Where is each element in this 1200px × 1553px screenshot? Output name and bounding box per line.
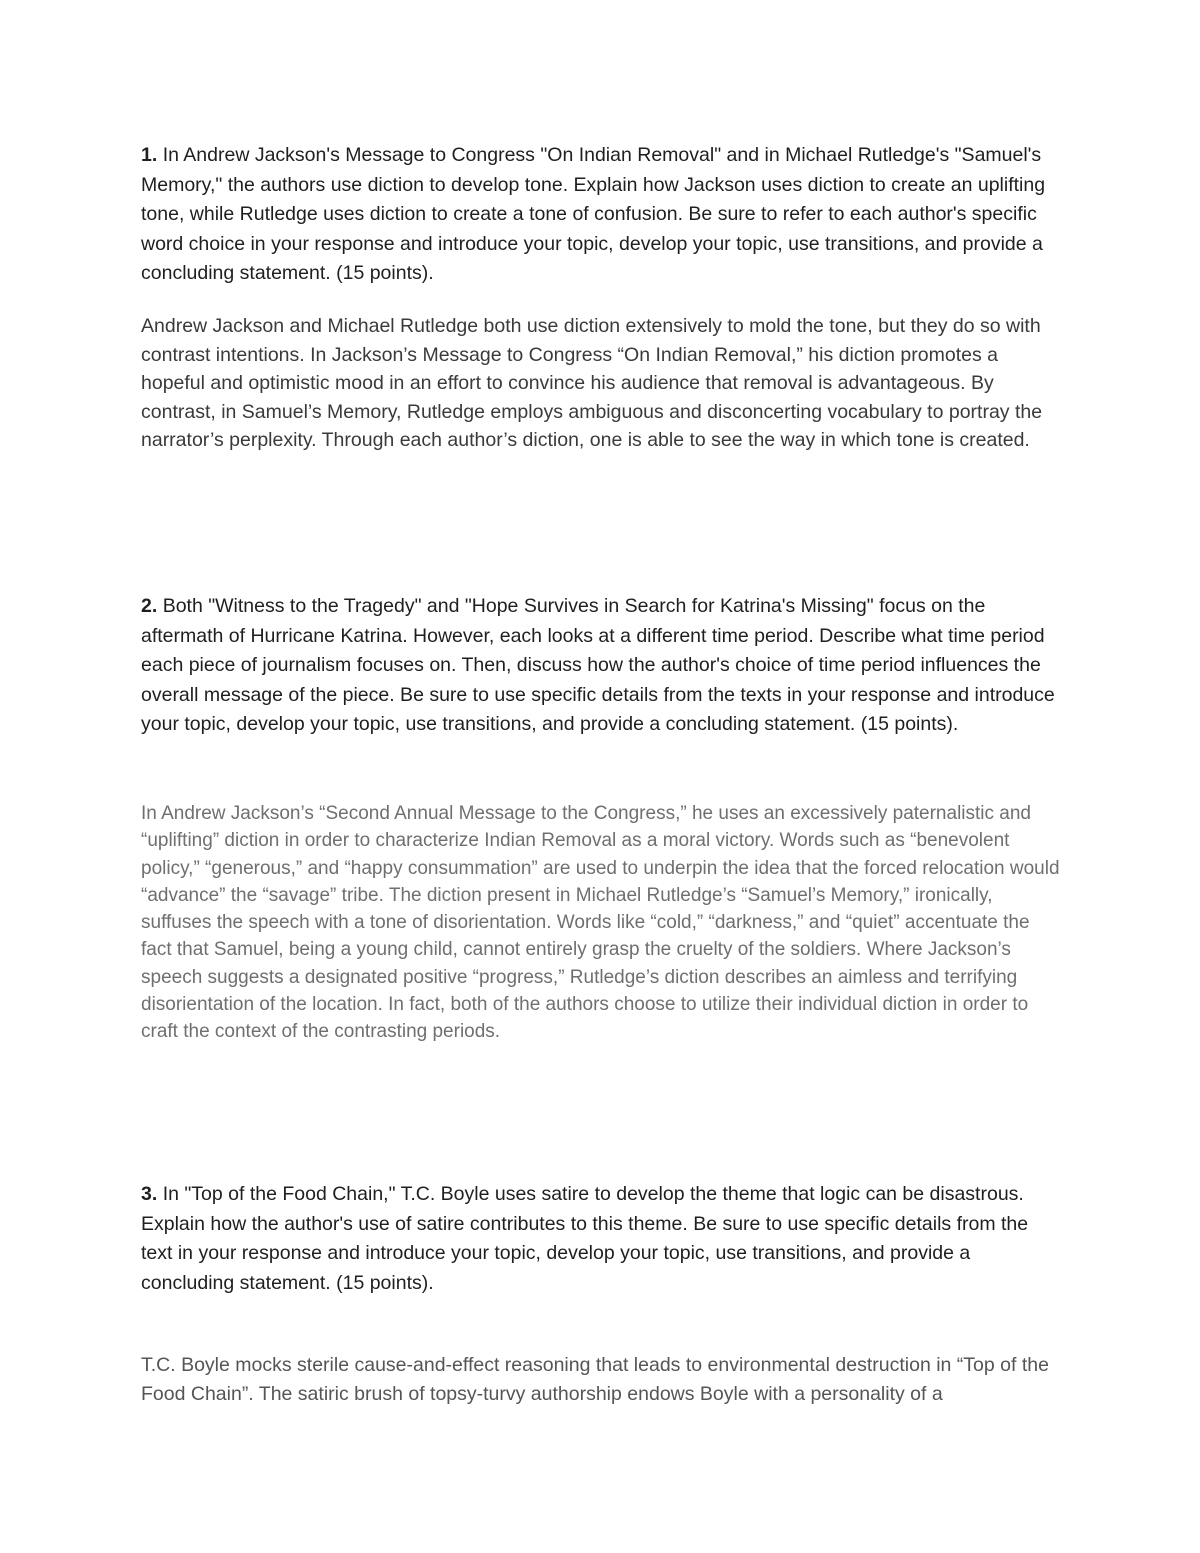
question-3 [141,1180,1061,1298]
question-prompt: Both "Witness to the Tragedy" and "Hope Survives in Search for Katrina's Missing" focus on the aftermath of Hurricane Katrina. However, each looks at a different time period. Describe what time period each piece of journalism focuses on. Then, discuss how the author's choice of time period influences the overall message of the piece. Be sure to use specific details from the texts in your response and introduce your topic, develop your topic, use transitions, and provide a concluding statement. (15 points). [141,595,1055,735]
question-number: 2. [141,595,158,617]
question-1 [141,141,1061,289]
question-number: 3. [141,1183,158,1205]
question-prompt: In "Top of the Food Chain," T.C. Boyle uses satire to develop the theme that logic can be disastrous. Explain how the author's use of satire contributes to this theme. Be sure to use specific details from the text in your response and introduce your topic, develop your topic, use transitions, and provide a concluding statement. (15 points). [141,1183,1029,1294]
answer-2: In Andrew Jackson’s “Second Annual Message to the Congress,” he uses an excessively paternalistic and “uplifting” diction in order to characterize Indian Removal as a moral victory. Words such as “benevolent policy,” “generous,” and “happy consummation” are used to underpin the idea that the forced relocation would “advance” the “savage” tribe. The diction present in Michael Rutledge’s “Samuel’s Memory,” ironically, suffuses the speech with a tone of disorientation. Words like “cold,” “darkness,” and “quiet” accentuate the fact that Samuel, being a young child, cannot entirely grasp the cruelty of the soldiers. Where Jackson’s speech suggests a designated positive “progress,” Rutledge’s diction describes an aimless and terrifying disorientation of the location. In fact, both of the authors choose to utilize their individual diction in order to craft the context of the contrasting periods. [141,803,1060,1043]
question-number: 1. [141,144,158,166]
question-prompt: In Andrew Jackson's Message to Congress "On Indian Removal" and in Michael Rutledge's "Samuel's Memory," the authors use diction to develop tone. Explain how Jackson uses diction to create an uplifting tone, while Rutledge uses diction to create a tone of confusion. Be sure to refer to each author's specific word choice in your response and introduce your topic, develop your topic, use transitions, and provide a concluding statement. (15 points). [141,144,1046,284]
question-2 [141,592,1061,740]
answer-1: Andrew Jackson and Michael Rutledge both use diction extensively to mold the tone, but they do so with contrast intentions. In Jackson’s Message to Congress “On Indian Removal,” his diction promotes a hopeful and optimistic mood in an effort to convince his audience that removal is advantageous. By contrast, in Samuel’s Memory, Rutledge employs ambiguous and disconcerting vocabulary to portray the narrator’s perplexity. Through each author’s diction, one is able to see the way in which tone is created. [141,315,1043,451]
answer-3: T.C. Boyle mocks sterile cause-and-effect reasoning that leads to environmental destruction in “Top of the Food Chain”. The satiric brush of topsy-turvy authorship endows Boyle with a personality of a [141,1354,1049,1405]
